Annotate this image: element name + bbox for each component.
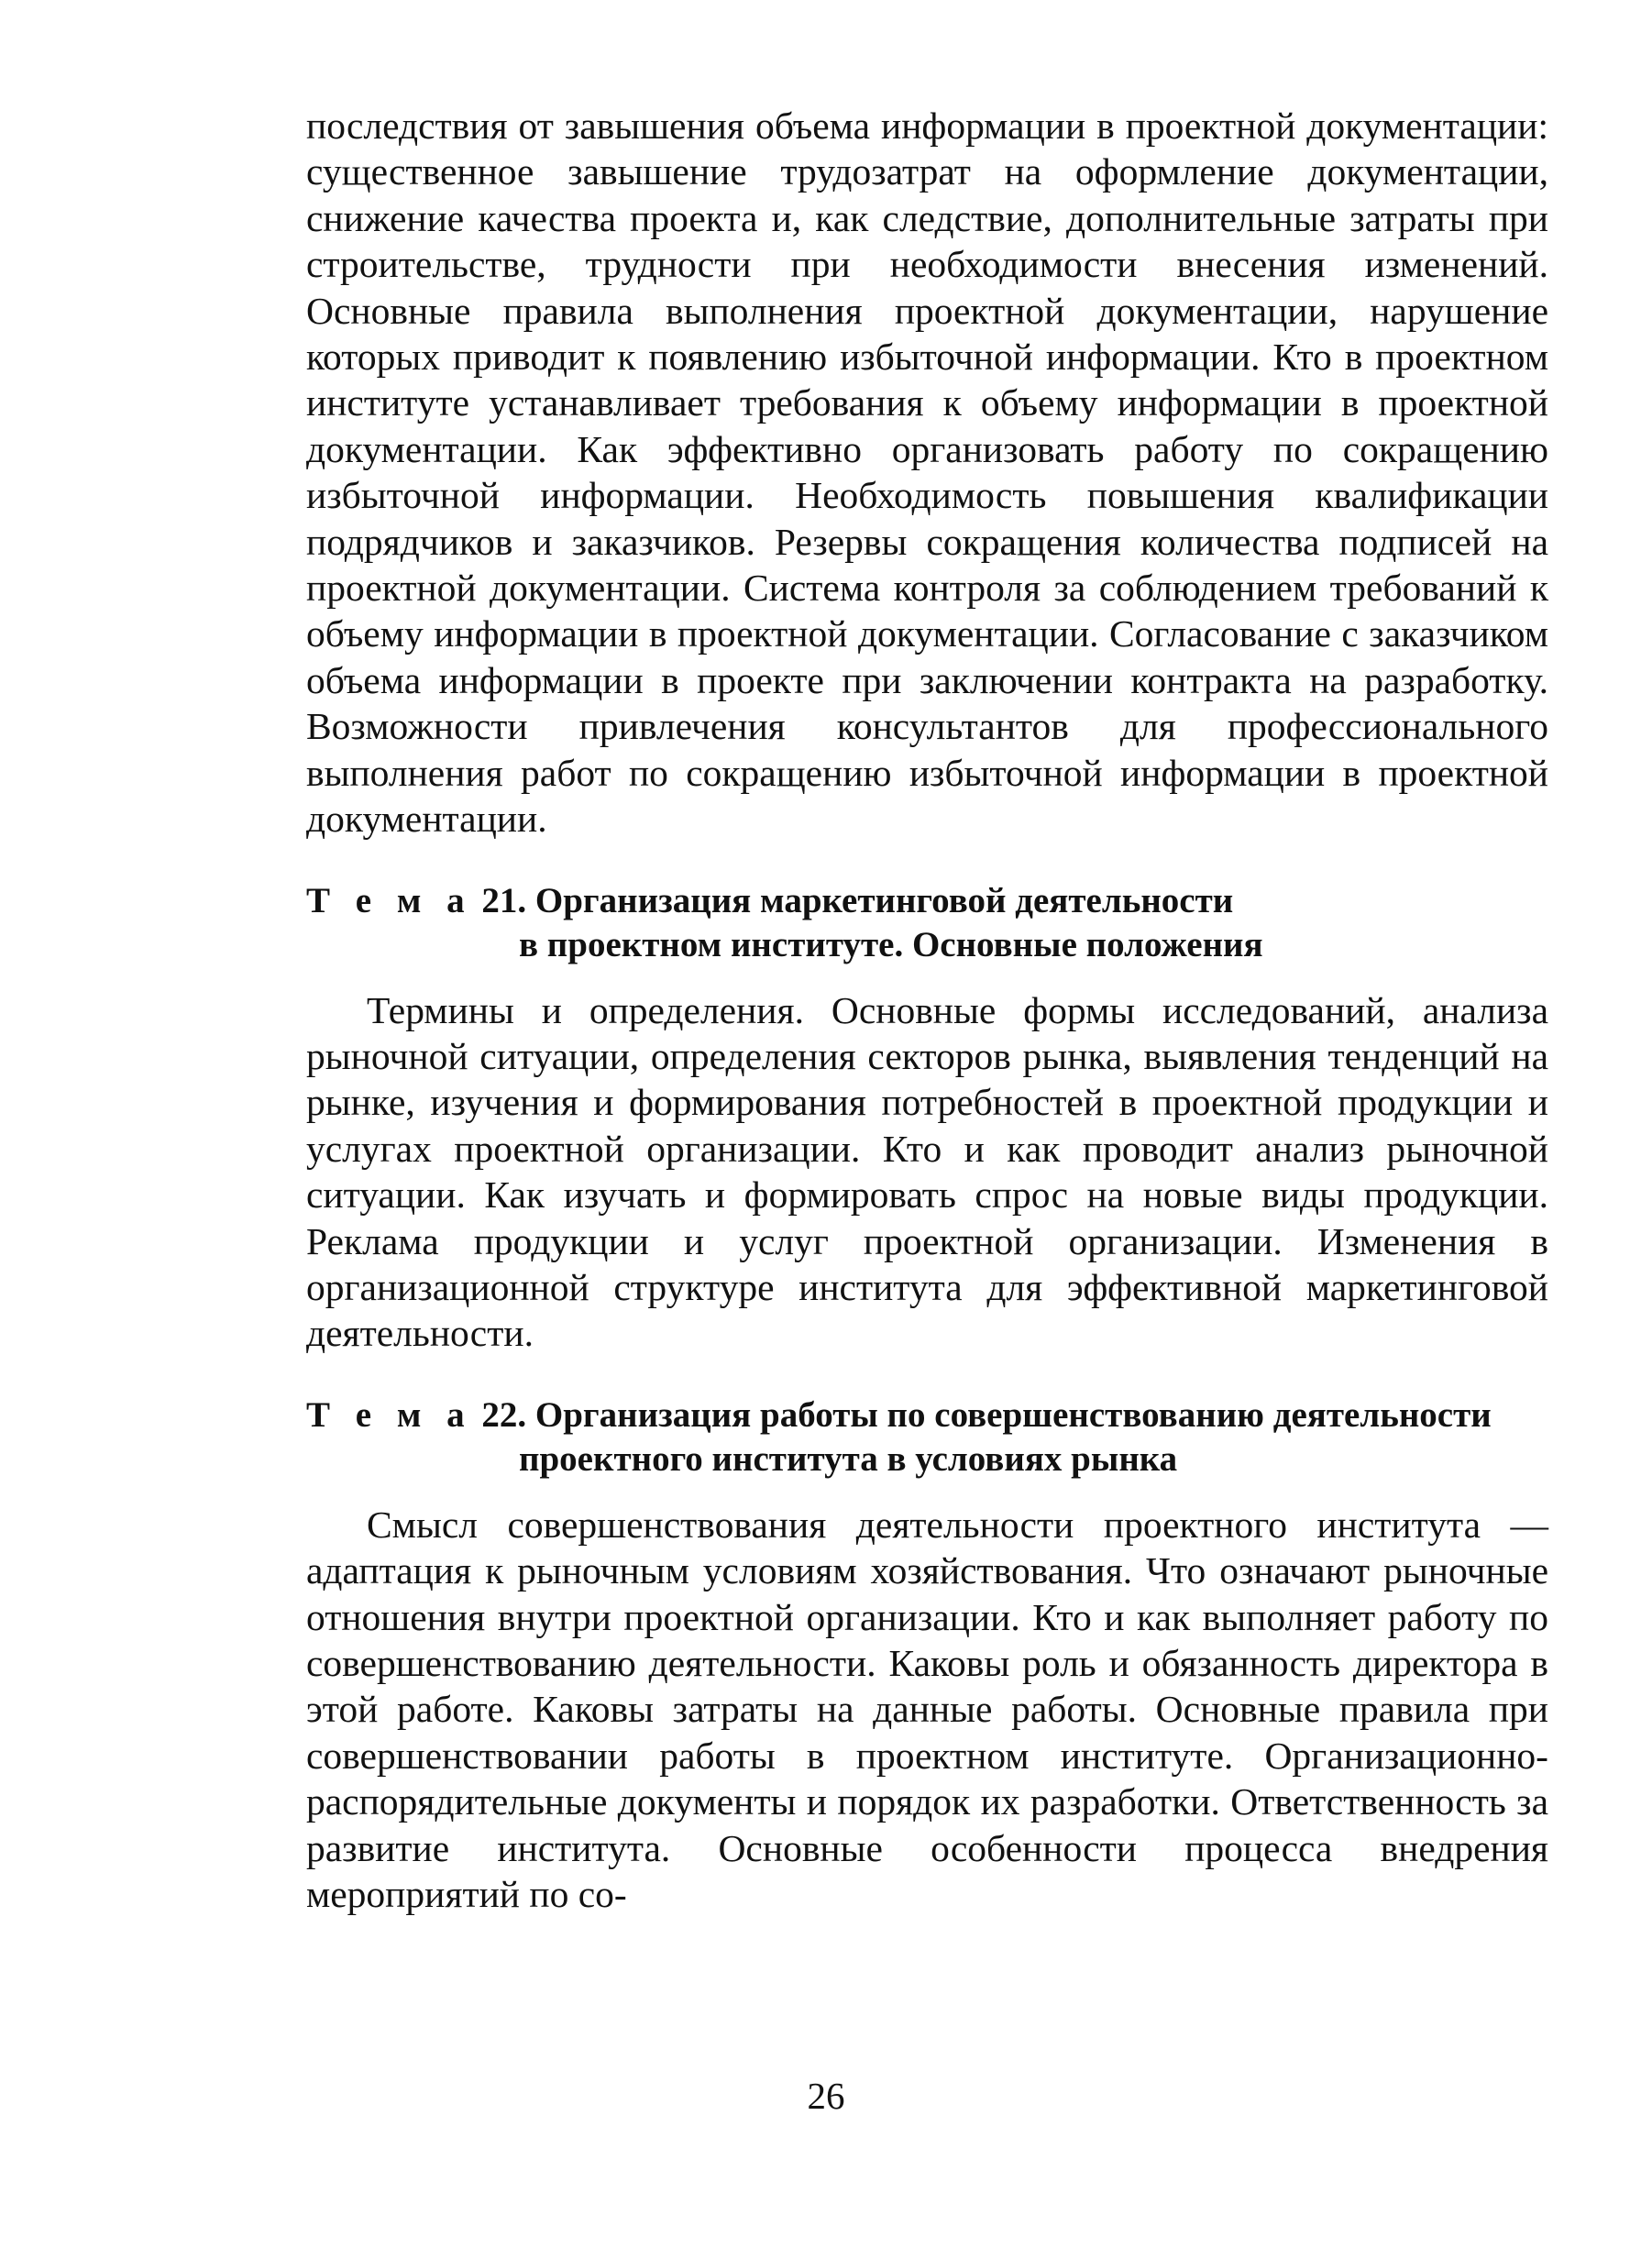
topic-22-body: Смысл совершенствования деятельности проектного института — адаптация к рыночным условиям хозяйствования. Что означают рыночные отношения внутри проектной организации. Кто и как выполняет работу по совершенствованию деятельности. Каковы роль и обязанность директора в этой работе. Каковы затраты на данные работы. Основные правила при совершенствовании работы в проектном институте. Организационно-распорядительные документы и порядок их разработки. Ответственность за развитие института. Основные особенности процесса внедрения мероприятий по со-: [306, 1503, 1548, 1915]
topic-22-heading: [306, 1393, 1548, 1481]
topic-22-title-line1: Организация работы по совершенствованию деятельности: [534, 1394, 1492, 1435]
topic-21-label: Т е м а: [306, 880, 473, 920]
topic-21-heading: [306, 879, 1548, 967]
paragraph-intro: последствия от завышения объема информации в проектной документации: существенное завышение трудозатрат на оформление документации, снижение качества проекта и, как следствие, дополнительные затраты при строительстве, трудности при необходимости внесения изменений. Основные правила выполнения проектной документации, нарушение которых приводит к появлению избыточной информации. Кто в проектном институте устанавливает требования к объему информации в проектной документации. Как эффективно организовать работу по сокращению избыточной информации. Необходимость повышения квалификации подрядчиков и заказчиков. Резервы сокращения количества подписей на проектной документации. Система контроля за соблюдением требований к объему информации в проектной документации. Согласование с заказчиком объема информации в проекте при заключении контракта на разработку. Возможности привлечения консультантов для профессионального выполнения работ по сокращению избыточной информации в проектной документации.: [306, 105, 1548, 841]
topic-22-title-line2: проектного института в условиях рынка: [519, 1438, 1178, 1479]
topic-21-title-line1: Организация маркетинговой деятельности: [534, 880, 1234, 920]
topic-21-title-line2: в проектном институте. Основные положения: [519, 924, 1263, 964]
topic-21-number: 21.: [481, 880, 527, 920]
topic-22-number: 22.: [481, 1394, 527, 1435]
topic-21-body: Термины и определения. Основные формы исследований, анализа рыночной ситуации, определения секторов рынка, выявления тенденций на рынке, изучения и формирования потребностей в проектной продукции и услугах проектной организации. Кто и как проводит анализ рыночной ситуации. Как изучать и формировать спрос на новые виды продукции. Реклама продукции и услуг проектной организации. Изменения в организационной структуре института для эффективной маркетинговой деятельности.: [306, 988, 1548, 1355]
topic-22-label: Т е м а: [306, 1394, 473, 1435]
page-number: 26: [807, 2075, 845, 2117]
page-body: [306, 103, 1548, 1917]
